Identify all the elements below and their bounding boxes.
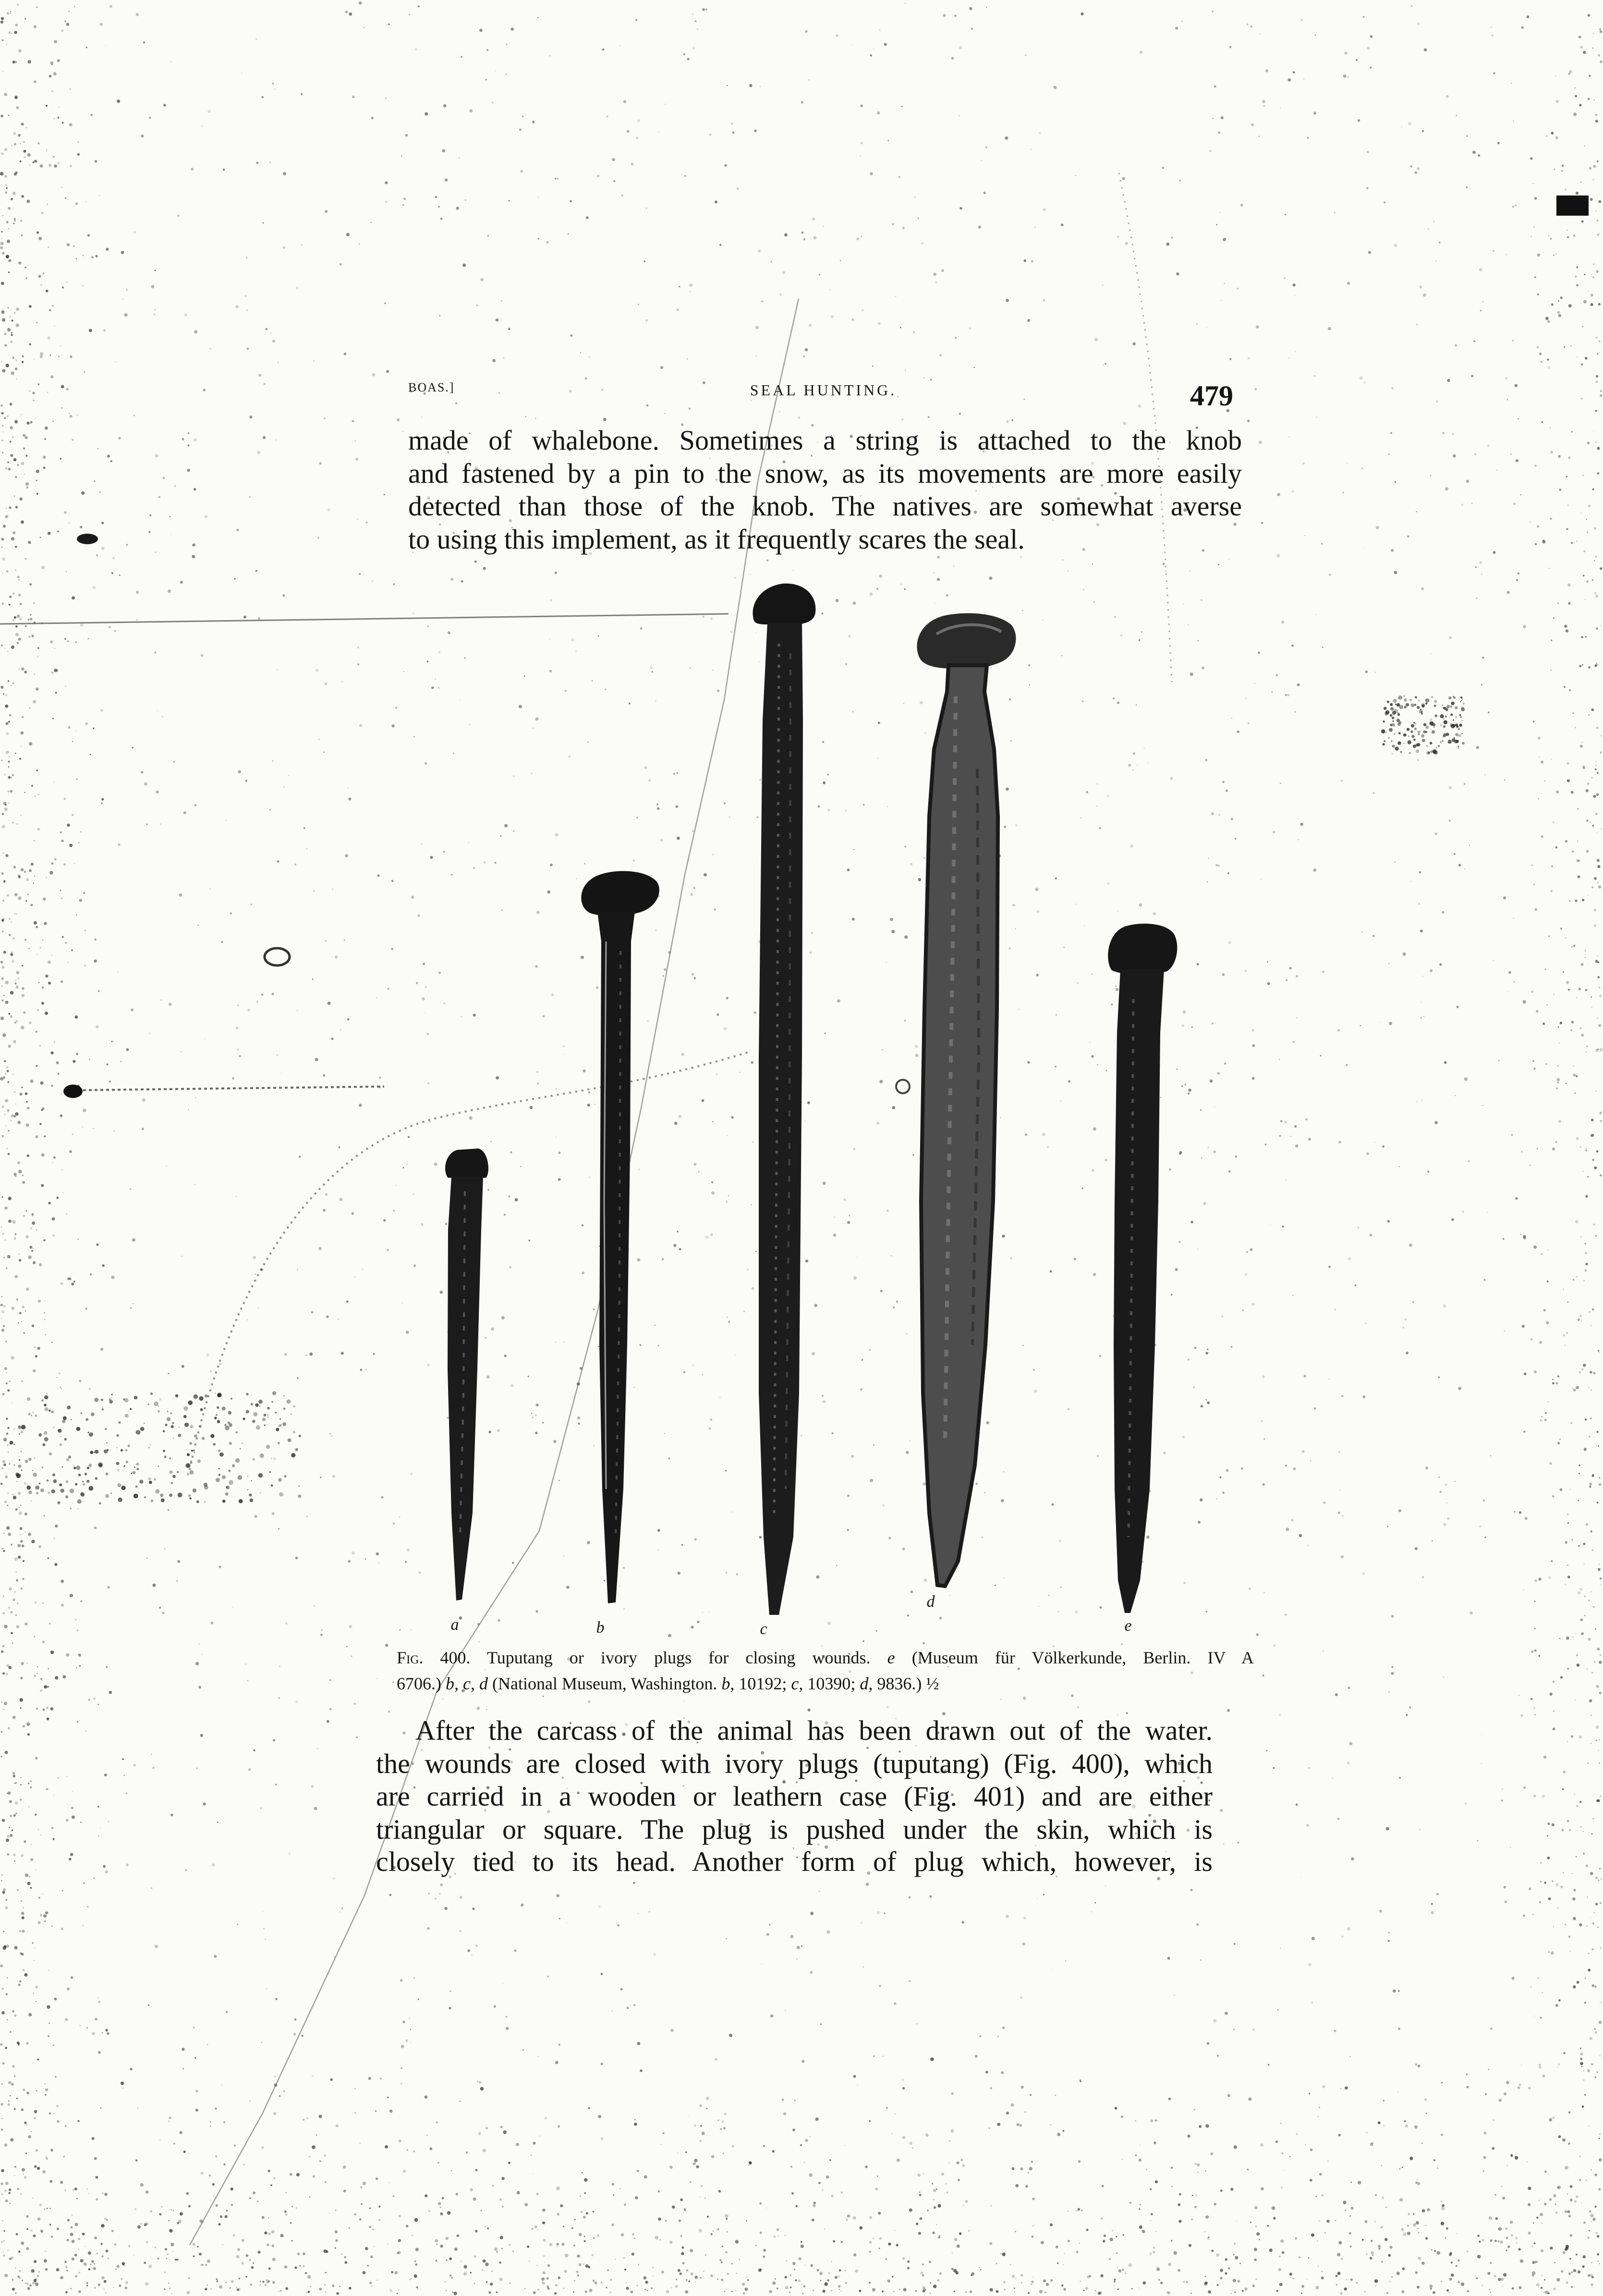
caption-source-e: (Museum für Völkerkunde, Berlin. IV A <box>911 1648 1254 1667</box>
plug-label-c: c <box>760 1620 767 1638</box>
caption-ref-e: e <box>887 1648 895 1667</box>
text-line: triangular or square. The plug is pushed under the skin, which is <box>376 1814 1213 1845</box>
plug-label-b: b <box>596 1619 605 1637</box>
plug-label-d: d <box>926 1593 935 1611</box>
text-line: closely tied to its head. Another form of plug which, however, is <box>376 1846 1213 1877</box>
text-line: and fastened by a pin to the snow, as its movements are more easily <box>408 458 1242 489</box>
text-line: After the carcass of the animal has been drawn out of the water. <box>415 1715 1213 1746</box>
caption-number-c: 10390; <box>807 1674 856 1693</box>
text-line: are carried in a wooden or leathern case (Fig. 401) and are either <box>376 1781 1213 1812</box>
text-line: the wounds are closed with ivory plugs (tuputang) (Fig. 400), which <box>376 1748 1213 1779</box>
plug-label-e: e <box>1124 1617 1132 1635</box>
caption-number-d: 9836.) <box>877 1674 922 1693</box>
caption-title: Tuputang or ivory plugs for closing wounds. <box>487 1648 871 1667</box>
plug-label-a: a <box>450 1616 459 1634</box>
text-line: to using this implement, as it frequently scares the seal. <box>408 524 1025 555</box>
page-number: 479 <box>1190 380 1233 412</box>
caption-number-b: 10192; <box>739 1674 787 1693</box>
text-line: detected than those of the knob. The natives are somewhat averse <box>408 490 1242 522</box>
running-title: SEAL HUNTING. <box>750 381 897 399</box>
author-mark: BOAS.] <box>408 380 455 394</box>
text-line: made of whalebone. Sometimes a string is attached to the knob <box>408 425 1242 456</box>
caption-refs-bcd: b, c, d <box>446 1674 488 1693</box>
caption-scale: ½ <box>926 1674 939 1693</box>
caption-ref-d: d, <box>860 1674 873 1693</box>
caption-source-bcd: (National Museum, Washington. <box>492 1674 717 1693</box>
caption-figure-number: Fig. 400. <box>397 1648 471 1667</box>
caption-catalog-e: 6706.) <box>397 1674 441 1693</box>
caption-ref-c: c, <box>791 1674 803 1693</box>
caption-line-2 <box>397 1673 1254 1694</box>
caption-line-1 <box>397 1647 1254 1668</box>
caption-ref-b: b, <box>721 1674 735 1693</box>
